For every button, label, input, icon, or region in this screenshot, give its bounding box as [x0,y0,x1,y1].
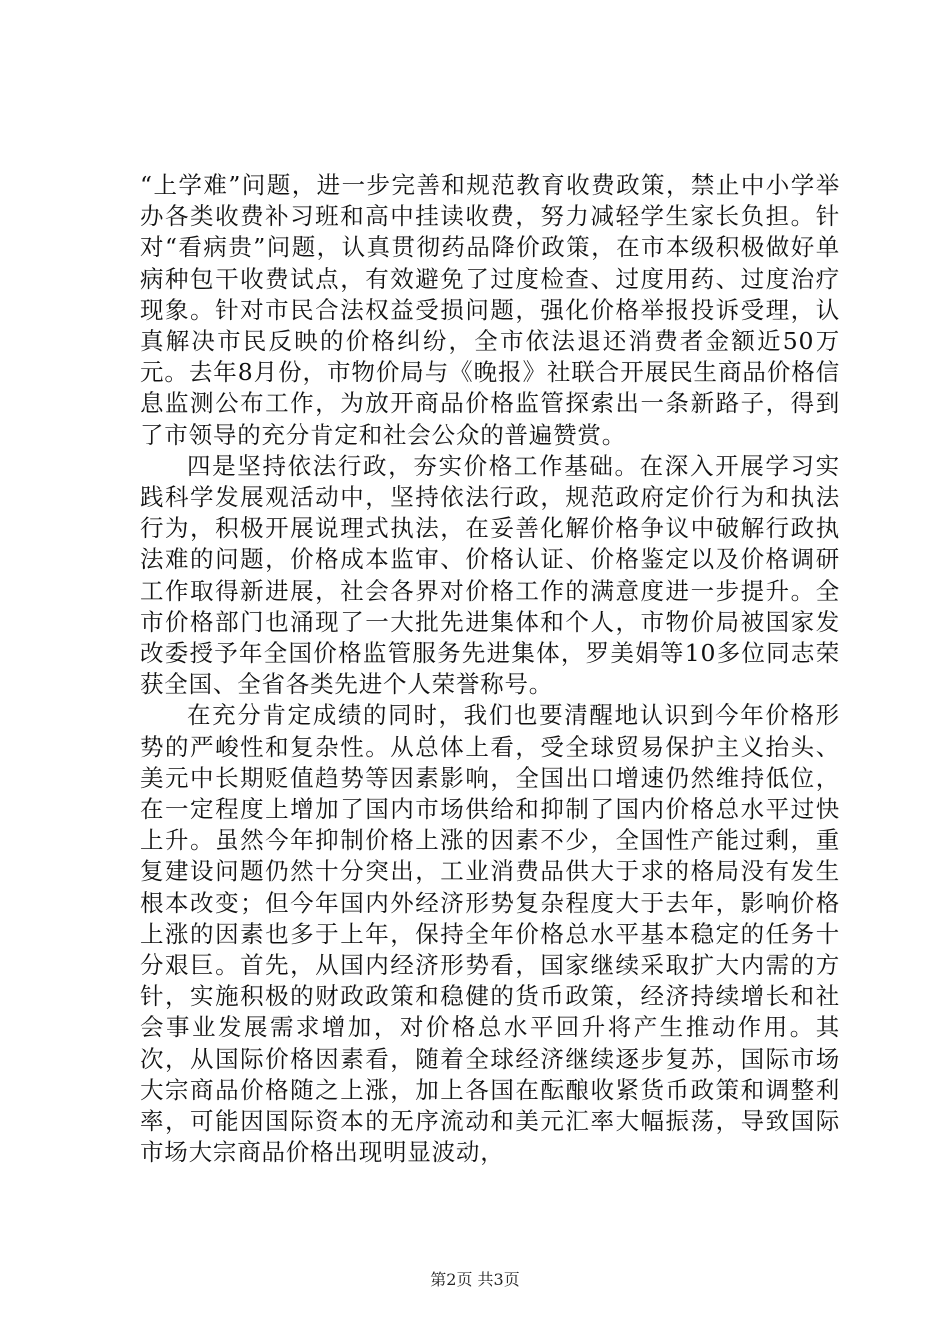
paragraph-3: 在充分肯定成绩的同时，我们也要清醒地认识到今年价格形势的严峻性和复杂性。从总体上看，受全球贸易保护主义抬头、美元中长期贬值趋势等因素影响，全国出口增速仍然维持低位，在一定程度上增加了国内市场供给和抑制了国内价格总水平过快上升。虽然今年抑制价格上涨的因素不少，全国性产能过剩，重复建设问题仍然十分突出，工业消费品供大于求的格局没有发生根本改变；但今年国内外经济形势复杂程度大于去年，影响价格上涨的因素也多于上年，保持全年价格总水平基本稳定的任务十分艰巨。首先，从国内经济形势看，国家继续采取扩大内需的方针，实施积极的财政政策和稳健的货币政策，经济持续增长和社会事业发展需求增加，对价格总水平回升将产生推动作用。其次，从国际价格因素看，随着全球经济继续逐步复苏，国际市场大宗商品价格随之上涨，加上各国在酝酿收紧货币政策和调整利率，可能因国际资本的无序流动和美元汇率大幅振荡，导致国际市场大宗商品价格出现明显波动， [140,701,840,1167]
document-body [140,170,840,1169]
paragraph-1: “上学难”问题，进一步完善和规范教育收费政策，禁止中小学举办各类收费补习班和高中挂读收费，努力减轻学生家长负担。针对“看病贵”问题，认真贯彻药品降价政策，在市本级积极做好单病种包干收费试点，有效避免了过度检查、过度用药、过度治疗现象。针对市民合法权益受损问题，强化价格举报投诉受理，认真解决市民反映的价格纠纷，全市依法退还消费者金额近50万元。去年8月份，市物价局与《晚报》社联合开展民生商品价格信息监测公布工作，为放开商品价格监管探索出一条新路子，得到了市领导的充分肯定和社会公众的普遍赞赏。 [140,171,840,449]
page-number-footer: 第2页 共3页 [430,1270,520,1289]
paragraph-2: 四是坚持依法行政，夯实价格工作基础。在深入开展学习实践科学发展观活动中，坚持依法行政，规范政府定价行为和执法行为，积极开展说理式执法，在妥善化解价格争议中破解行政执法难的问题，价格成本监审、价格认证、价格鉴定以及价格调研工作取得新进展，社会各界对价格工作的满意度进一步提升。全市价格部门也涌现了一大批先进集体和个人，市物价局被国家发改委授予年全国价格监管服务先进集体，罗美娟等10多位同志荣获全国、全省各类先进个人荣誉称号。 [140,451,840,699]
